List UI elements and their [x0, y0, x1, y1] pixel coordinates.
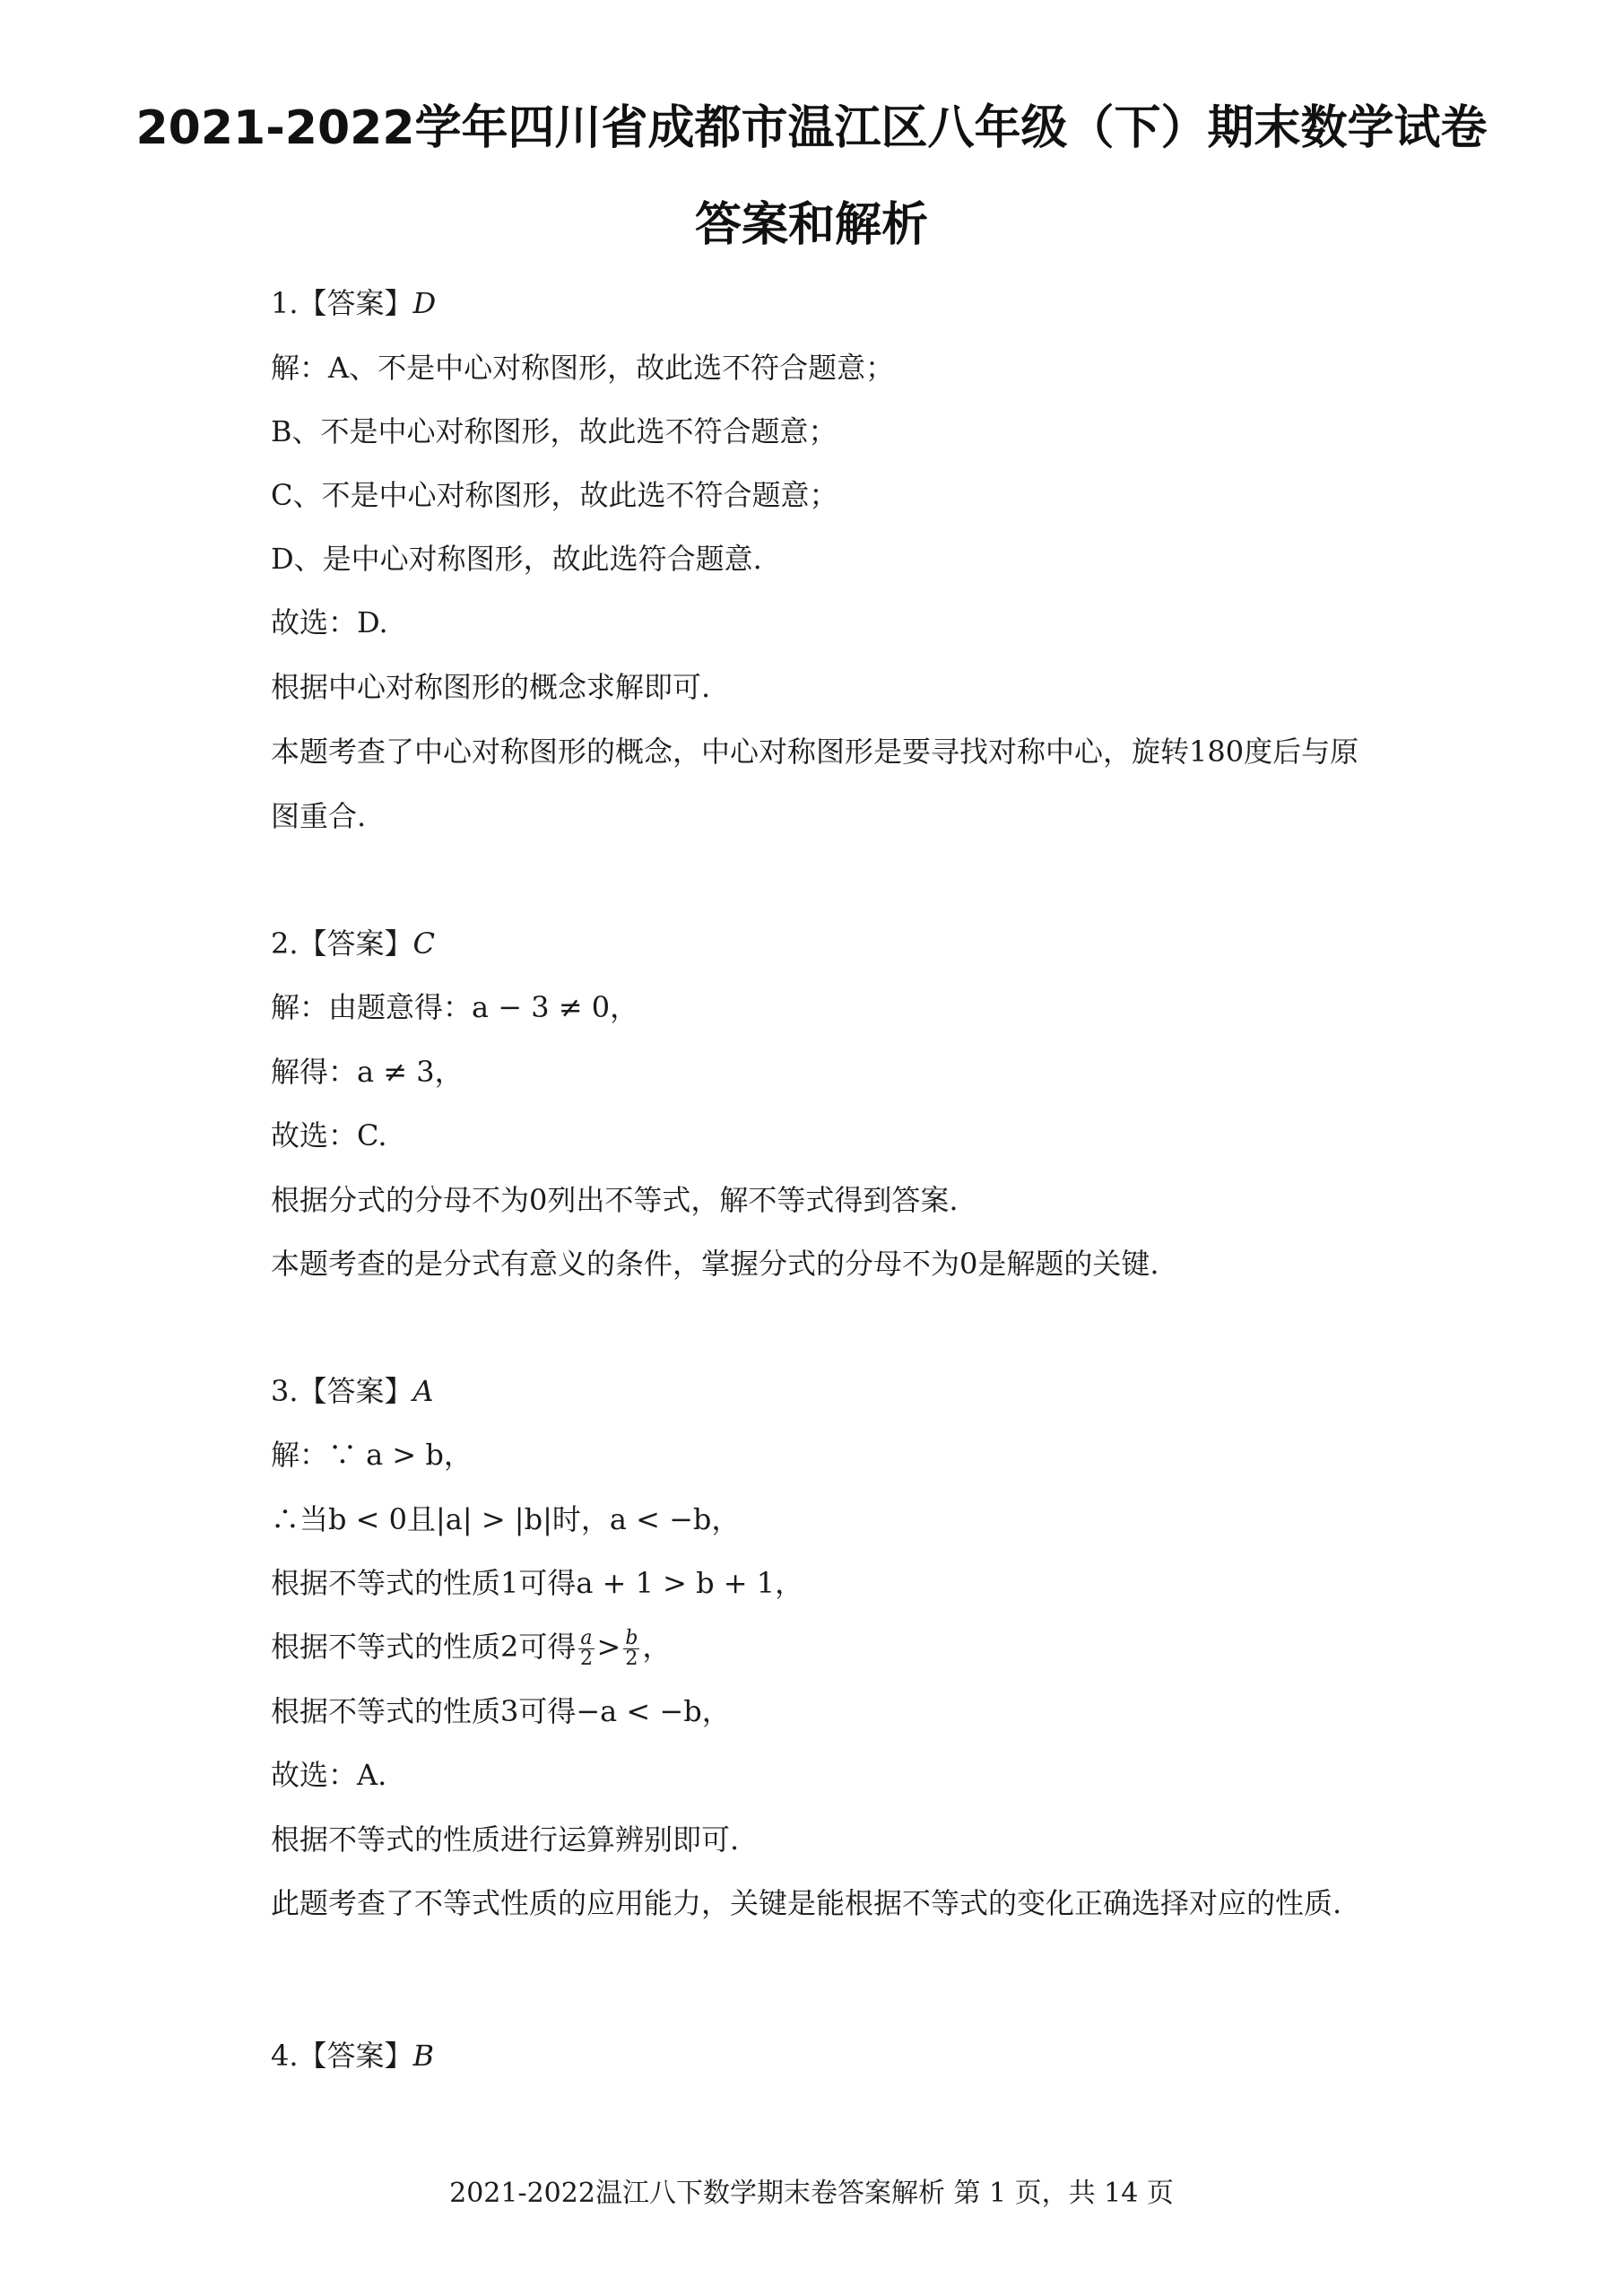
- q4-answer-prefix: 4.【答案】: [271, 2039, 413, 2073]
- q1-answer-prefix: 1.【答案】: [271, 286, 413, 320]
- document-subtitle: 答案和解析: [694, 198, 928, 252]
- fraction-b-over-2: [623, 1629, 639, 1669]
- fraction-numerator: b: [625, 1627, 638, 1649]
- q3-line: 根据不等式的性质1可得a + 1 > b + 1，: [271, 1566, 804, 1600]
- q3-line: ∴当b < 0且|a| > |b|时，a < −b，: [271, 1502, 741, 1536]
- q1-line: 本题考查了中心对称图形的概念，中心对称图形是要寻找对称中心，旋转180度后与原: [271, 735, 1359, 769]
- q2-line: 本题考查的是分式有意义的条件，掌握分式的分母不为0是解题的关键.: [271, 1247, 1159, 1281]
- q3-fraction-line: [271, 1629, 671, 1669]
- q3-line: 根据不等式的性质3可得−a < −b，: [271, 1694, 731, 1728]
- q1-line: D、是中心对称图形，故此选符合题意.: [271, 542, 762, 576]
- q3-line: 此题考查了不等式性质的应用能力，关键是能根据不等式的变化正确选择对应的性质.: [271, 1886, 1342, 1920]
- page-footer: 2021-2022温江八下数学期末卷答案解析 第 1 页，共 14 页: [449, 2178, 1174, 2209]
- q3-line: 解：∵ a > b，: [271, 1438, 473, 1472]
- q1-answer-letter: D: [412, 286, 437, 320]
- q2-answer-letter: C: [412, 926, 436, 961]
- q3-line: 根据不等式的性质进行运算辨别即可.: [271, 1822, 740, 1857]
- fraction-a-over-2: [578, 1629, 594, 1669]
- q3-line: 故选：A.: [271, 1758, 387, 1792]
- q2-answer-prefix: 2.【答案】: [271, 926, 413, 961]
- q1-answer-heading: [271, 285, 436, 321]
- q1-line: C、不是中心对称图形，故此选不符合题意；: [271, 478, 838, 512]
- q1-line: 图重合.: [271, 799, 367, 833]
- fraction-denominator: 2: [579, 1648, 593, 1670]
- q3-fraction-prefix: 根据不等式的性质2可得: [271, 1630, 577, 1664]
- q2-answer-heading: [271, 926, 435, 961]
- q2-line: 解得：a ≠ 3，: [271, 1055, 464, 1089]
- q3-fraction-suffix: ，: [642, 1630, 672, 1664]
- q2-line: 根据分式的分母不为0列出不等式，解不等式得到答案.: [271, 1183, 959, 1217]
- fraction-denominator: 2: [625, 1648, 638, 1670]
- q2-line: 解：由题意得：a − 3 ≠ 0，: [271, 990, 639, 1024]
- q3-answer-prefix: 3.【答案】: [271, 1374, 413, 1408]
- q4-answer-letter: B: [412, 2039, 435, 2073]
- q1-line: 根据中心对称图形的概念求解即可.: [271, 670, 711, 704]
- q1-line: 故选：D.: [271, 605, 388, 639]
- q3-answer-heading: [271, 1373, 434, 1409]
- document-title: 2021-2022学年四川省成都市温江区八年级（下）期末数学试卷: [135, 101, 1488, 155]
- q1-line: 解：A、不是中心对称图形，故此选不符合题意；: [271, 351, 895, 385]
- greater-than-sign: >: [596, 1630, 621, 1664]
- q1-line: B、不是中心对称图形，故此选不符合题意；: [271, 414, 838, 448]
- q2-line: 故选：C.: [271, 1118, 387, 1152]
- fraction-numerator: a: [580, 1627, 593, 1649]
- q3-answer-letter: A: [412, 1374, 434, 1408]
- q4-answer-heading: [271, 2038, 434, 2074]
